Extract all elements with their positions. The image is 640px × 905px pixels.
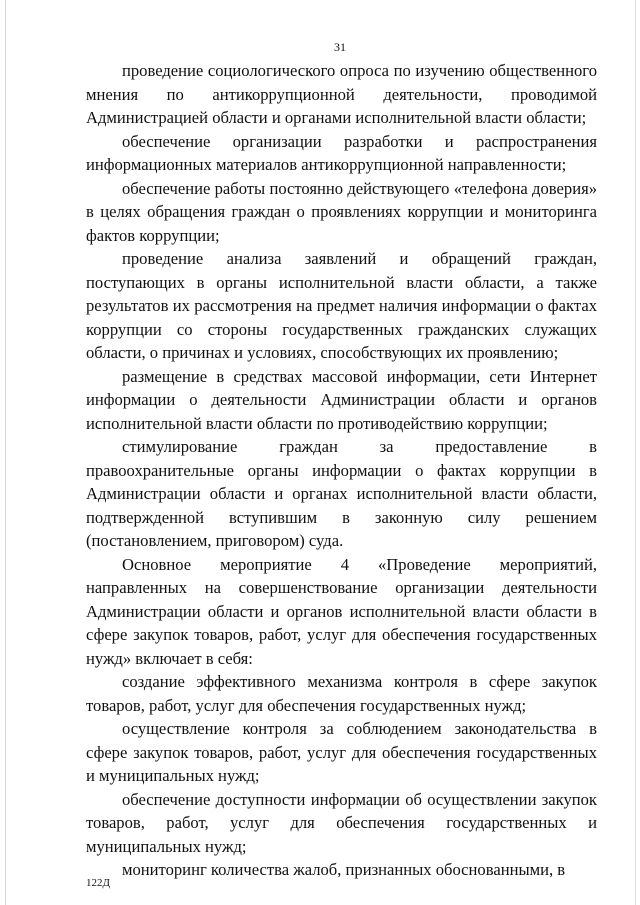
paragraph-4: проведение анализа заявлений и обращений граждан, поступающих в органы исполнительной власти области, а также результатов их рассмотрения на предмет наличия информации о фактах коррупции со стороны государственных гражданских служащих области, о причинах и условиях, способствующих их проявлению; [86,249,597,362]
paragraph-7: Основное мероприятие 4 «Проведение мероприятий, направленных на совершенствование организации деятельности Администрации области и органов исполнительной власти области в сфере закупок товаров, работ, услуг для обеспечения государственных нужд» включает в себя: [86,554,597,668]
paragraph-11: мониторинг количества жалоб, признанных обоснованными, в [122,860,566,879]
paragraph-2: обеспечение организации разработки и распространения информационных материалов антикоррупционной направленности; [86,131,597,174]
page-number: 31 [334,40,346,54]
scan-edge-right [635,0,636,905]
paragraph-1: проведение социологического опроса по изучению общественного мнения по антикоррупционной деятельности, проводимой Администрацией области и органами исполнительной власти области; [86,61,597,127]
paragraph-5: размещение в средствах массовой информации, сети Интернет информации о деятельности Администрации области и органов исполнительной власти области по противодействию коррупции; [86,366,597,433]
paragraph-9: осуществление контроля за соблюдением законодательства в сфере закупок товаров, работ, услуг для обеспечения государственных и муниципальных нужд; [86,719,597,785]
paragraph-3: обеспечение работы постоянно действующего «телефона доверия» в целях обращения граждан о проявлениях коррупции и мониторинга фактов коррупции; [86,178,597,245]
scan-edge-left [5,0,6,905]
paragraph-6: стимулирование граждан за предоставление в правоохранительные органы информации о фактах коррупции в Администрации области и органах исполнительной власти области, подтвержденной вступившим в законную силу решением (постановлением, приговором) суда. [86,437,597,550]
document-body [86,59,597,882]
paragraph-10: обеспечение доступности информации об осуществлении закупок товаров, работ, услуг для обеспечения государственных и муниципальных нужд; [86,789,597,856]
paragraph-8: создание эффективного механизма контроля в сфере закупок товаров, работ, услуг для обеспечения государственных нужд; [86,672,597,715]
footer-code: 122Д [86,877,111,889]
